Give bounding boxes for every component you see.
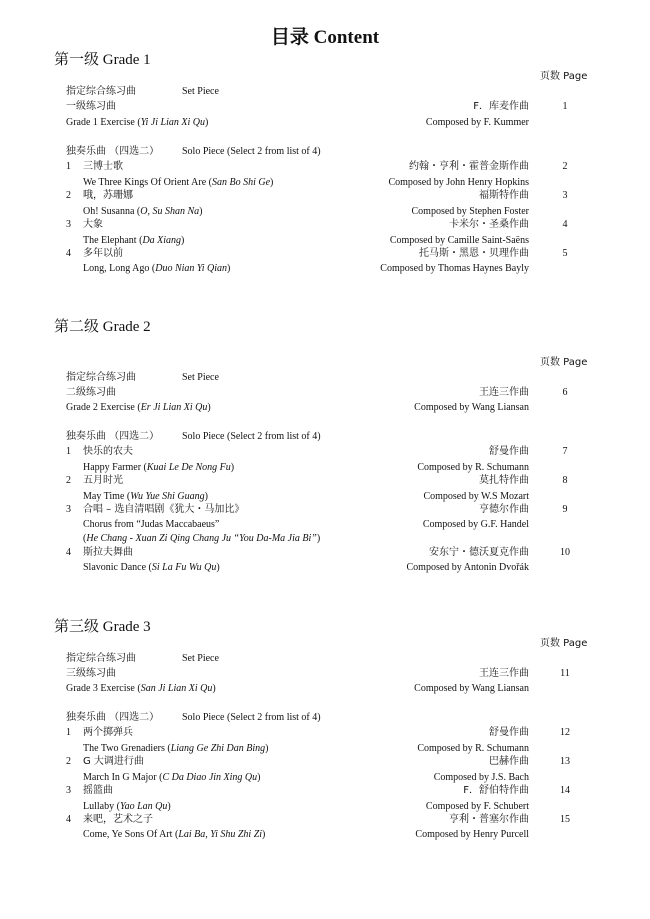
page-number: 15 bbox=[560, 814, 570, 825]
text-fragment: Lullaby bbox=[83, 801, 115, 812]
piece-number: 3 bbox=[66, 785, 71, 796]
piece-composer-cn: 福斯特作曲 bbox=[479, 190, 529, 201]
page-title: 目录 Content bbox=[270, 27, 380, 48]
piece-title-cn: 两个掷弹兵 bbox=[83, 727, 133, 738]
piece-composer-en: Composed by John Henry Hopkins bbox=[388, 177, 529, 188]
piece-title-en: Lullaby (Yao Lan Qu) bbox=[83, 801, 171, 812]
piece-composer-en: Composed by Antonin Dvořák bbox=[406, 562, 529, 573]
piece-composer-cn: 舒曼作曲 bbox=[489, 727, 529, 738]
text-fragment: Si La Fu Wu Qu bbox=[151, 562, 217, 573]
piece-composer-cn: 安东宁・德沃夏克作曲 bbox=[429, 547, 529, 558]
text-fragment: Oh! Susanna bbox=[83, 206, 135, 217]
piece-title-cn: 合唱 – 选自清唱剧《犹大・马加比》 bbox=[83, 504, 245, 515]
piece-composer-en: Composed by Stephen Foster bbox=[411, 206, 529, 217]
page-number: 1 bbox=[562, 101, 568, 112]
piece-title-cn: 哦，苏珊娜 bbox=[83, 190, 133, 201]
piece-number: 3 bbox=[66, 504, 71, 515]
text-fragment: Grade 1 Exercise bbox=[66, 117, 135, 128]
set-piece-label-en: Set Piece bbox=[182, 86, 219, 97]
piece-composer-cn: 舒曼作曲 bbox=[489, 446, 529, 457]
piece-title-cn: 多年以前 bbox=[83, 248, 123, 259]
exercise-composer-cn: 王连三作曲 bbox=[479, 387, 529, 398]
piece-number: 4 bbox=[66, 248, 71, 259]
piece-number: 4 bbox=[66, 547, 71, 558]
solo-heading-cn: 独奏乐曲 （四选二） bbox=[66, 146, 160, 157]
piece-title-en: March In G Major (C Da Diao Jin Xing Qu) bbox=[83, 772, 261, 783]
piece-title-cn: 大象 bbox=[83, 219, 103, 230]
text-fragment: Happy Farmer bbox=[83, 462, 142, 473]
piece-composer-en: Composed by J.S. Bach bbox=[433, 772, 529, 783]
text-fragment: Duo Nian Yi Qian bbox=[155, 263, 228, 274]
page-column-header: 页数 Page bbox=[540, 357, 588, 368]
piece-number: 4 bbox=[66, 814, 71, 825]
text-fragment: San Ji Lian Xi Qu bbox=[140, 683, 213, 694]
exercise-title-cn: 一级练习曲 bbox=[66, 101, 116, 112]
piece-composer-en: Composed by F. Schubert bbox=[425, 801, 529, 812]
piece-composer-cn: F．舒伯特作曲 bbox=[463, 785, 529, 796]
piece-number: 1 bbox=[66, 161, 71, 172]
grade-heading: 第一级 Grade 1 bbox=[54, 52, 151, 68]
piece-composer-cn: 莫扎特作曲 bbox=[479, 475, 529, 486]
text-fragment: San Bo Shi Ge bbox=[211, 177, 271, 188]
text-fragment: Er Ji Lian Xi Qu bbox=[140, 402, 208, 413]
piece-title-en: May Time (Wu Yue Shi Guang) bbox=[83, 491, 208, 502]
text-fragment: Yao Lan Qu bbox=[119, 801, 168, 812]
page-number: 10 bbox=[560, 547, 570, 558]
piece-composer-en: Composed by Henry Purcell bbox=[415, 829, 529, 840]
text-fragment: The Elephant bbox=[83, 235, 137, 246]
solo-heading-cn: 独奏乐曲 （四选二） bbox=[66, 431, 160, 442]
exercise-title-en: Grade 3 Exercise (San Ji Lian Xi Qu) bbox=[66, 683, 216, 694]
piece-title-cn: 快乐的农夫 bbox=[83, 446, 133, 457]
exercise-title-cn: 二级练习曲 bbox=[66, 387, 116, 398]
text-fragment: We Three Kings Of Orient Are bbox=[83, 177, 207, 188]
piece-number: 1 bbox=[66, 727, 71, 738]
page-number: 11 bbox=[560, 668, 570, 679]
grade-heading: 第三级 Grade 3 bbox=[54, 619, 151, 635]
set-piece-label-cn: 指定综合练习曲 bbox=[66, 86, 136, 97]
piece-title-cn: 来吧，艺术之子 bbox=[83, 814, 153, 825]
page-column-header: 页数 Page bbox=[540, 71, 588, 82]
text-fragment: Yi Ji Lian Xi Qu bbox=[140, 117, 205, 128]
page-number: 12 bbox=[560, 727, 570, 738]
piece-composer-cn: 亨利・普塞尔作曲 bbox=[449, 814, 529, 825]
set-piece-label-cn: 指定综合练习曲 bbox=[66, 372, 136, 383]
text-fragment: Wu Yue Shi Guang bbox=[130, 491, 205, 502]
page-column-header: 页数 Page bbox=[540, 638, 588, 649]
piece-composer-cn: 约翰・亨利・霍普金斯作曲 bbox=[409, 161, 529, 172]
piece-title-en: We Three Kings Of Orient Are (San Bo Shi Ge) bbox=[83, 177, 274, 188]
page-number: 14 bbox=[560, 785, 570, 796]
piece-title-cn: G 大调进行曲 bbox=[83, 756, 144, 767]
piece-number: 2 bbox=[66, 756, 71, 767]
page-number: 4 bbox=[562, 219, 568, 230]
page-number: 2 bbox=[562, 161, 568, 172]
piece-composer-cn: 亨德尔作曲 bbox=[479, 504, 529, 515]
text-fragment: Grade 2 Exercise bbox=[66, 402, 135, 413]
text-fragment: Slavonic Dance bbox=[83, 562, 147, 573]
solo-heading-en: Solo Piece (Select 2 from list of 4) bbox=[182, 712, 321, 723]
piece-number: 1 bbox=[66, 446, 71, 457]
page-number: 9 bbox=[562, 504, 568, 515]
piece-pinyin: (He Chang - Xuan Zi Qing Chang Ju “You Da-Ma Jia Bi”) bbox=[83, 533, 321, 544]
page-number: 13 bbox=[560, 756, 570, 767]
piece-composer-en: Composed by G.F. Handel bbox=[422, 519, 529, 530]
page-number: 5 bbox=[562, 248, 568, 259]
piece-number: 2 bbox=[66, 190, 71, 201]
exercise-composer-en: Composed by Wang Liansan bbox=[414, 402, 529, 413]
set-piece-label-en: Set Piece bbox=[182, 653, 219, 664]
text-fragment: Long, Long Ago bbox=[83, 263, 150, 274]
text-fragment: Kuai Le De Nong Fu bbox=[146, 462, 231, 473]
text-fragment: Come, Ye Sons Of Art bbox=[83, 829, 173, 840]
piece-composer-en: Composed by W.S Mozart bbox=[423, 491, 529, 502]
piece-composer-cn: 巴赫作曲 bbox=[489, 756, 529, 767]
set-piece-label-cn: 指定综合练习曲 bbox=[66, 653, 136, 664]
piece-title-en: Slavonic Dance (Si La Fu Wu Qu) bbox=[83, 562, 220, 573]
text-fragment: Liang Ge Zhi Dan Bing bbox=[170, 743, 266, 754]
piece-title-cn: 摇篮曲 bbox=[83, 785, 113, 796]
text-fragment: Lai Ba, Yi Shu Zhi Zi bbox=[178, 829, 263, 840]
piece-composer-cn: 托马斯・黑恩・贝理作曲 bbox=[419, 248, 529, 259]
piece-composer-en: Composed by Thomas Haynes Bayly bbox=[380, 263, 529, 274]
page-number: 6 bbox=[562, 387, 568, 398]
text-fragment: O, Su Shan Na bbox=[140, 206, 200, 217]
exercise-title-en: Grade 2 Exercise (Er Ji Lian Xi Qu) bbox=[66, 402, 211, 413]
piece-title-en: The Two Grenadiers (Liang Ge Zhi Dan Bing) bbox=[83, 743, 269, 754]
exercise-composer-en: Composed by F. Kummer bbox=[425, 117, 529, 128]
page-number: 8 bbox=[562, 475, 568, 486]
piece-title-cn: 斯拉夫舞曲 bbox=[83, 547, 133, 558]
text-fragment: He Chang - Xuan Zi Qing Chang Ju “You Da-Ma Jia Bi” bbox=[86, 533, 317, 544]
text-fragment: March In G Major bbox=[83, 772, 157, 783]
text-fragment: The Two Grenadiers bbox=[83, 743, 165, 754]
piece-composer-en: Composed by R. Schumann bbox=[417, 462, 529, 473]
page-number: 7 bbox=[562, 446, 568, 457]
solo-heading-cn: 独奏乐曲 （四选二） bbox=[66, 712, 160, 723]
piece-title-en: Chorus from “Judas Maccabaeus” bbox=[83, 519, 220, 530]
text-fragment: Grade 3 Exercise bbox=[66, 683, 135, 694]
piece-composer-en: Composed by Camille Saint-Saëns bbox=[389, 235, 529, 246]
exercise-title-en: Grade 1 Exercise (Yi Ji Lian Xi Qu) bbox=[66, 117, 209, 128]
text-fragment: Da Xiang bbox=[142, 235, 182, 246]
grade-heading: 第二级 Grade 2 bbox=[54, 319, 151, 335]
piece-title-en: Long, Long Ago (Duo Nian Yi Qian) bbox=[83, 263, 231, 274]
exercise-composer-cn: 王连三作曲 bbox=[479, 668, 529, 679]
piece-composer-cn: 卡米尔・圣桑作曲 bbox=[449, 219, 529, 230]
text-fragment: May Time bbox=[83, 491, 125, 502]
solo-heading-en: Solo Piece (Select 2 from list of 4) bbox=[182, 146, 321, 157]
piece-number: 3 bbox=[66, 219, 71, 230]
exercise-composer-en: Composed by Wang Liansan bbox=[414, 683, 529, 694]
piece-title-cn: 三博士歌 bbox=[83, 161, 123, 172]
exercise-title-cn: 三级练习曲 bbox=[66, 668, 116, 679]
page-number: 3 bbox=[562, 190, 568, 201]
exercise-composer-cn: F．库麦作曲 bbox=[473, 101, 529, 112]
piece-title-en: Happy Farmer (Kuai Le De Nong Fu) bbox=[83, 462, 235, 473]
set-piece-label-en: Set Piece bbox=[182, 372, 219, 383]
piece-number: 2 bbox=[66, 475, 71, 486]
solo-heading-en: Solo Piece (Select 2 from list of 4) bbox=[182, 431, 321, 442]
piece-title-en: The Elephant (Da Xiang) bbox=[83, 235, 185, 246]
piece-title-en: Oh! Susanna (O, Su Shan Na) bbox=[83, 206, 203, 217]
text-fragment: C Da Diao Jin Xing Qu bbox=[162, 772, 258, 783]
piece-title-cn: 五月时光 bbox=[83, 475, 123, 486]
piece-title-en: Come, Ye Sons Of Art (Lai Ba, Yi Shu Zhi Zi) bbox=[83, 829, 266, 840]
piece-composer-en: Composed by R. Schumann bbox=[417, 743, 529, 754]
